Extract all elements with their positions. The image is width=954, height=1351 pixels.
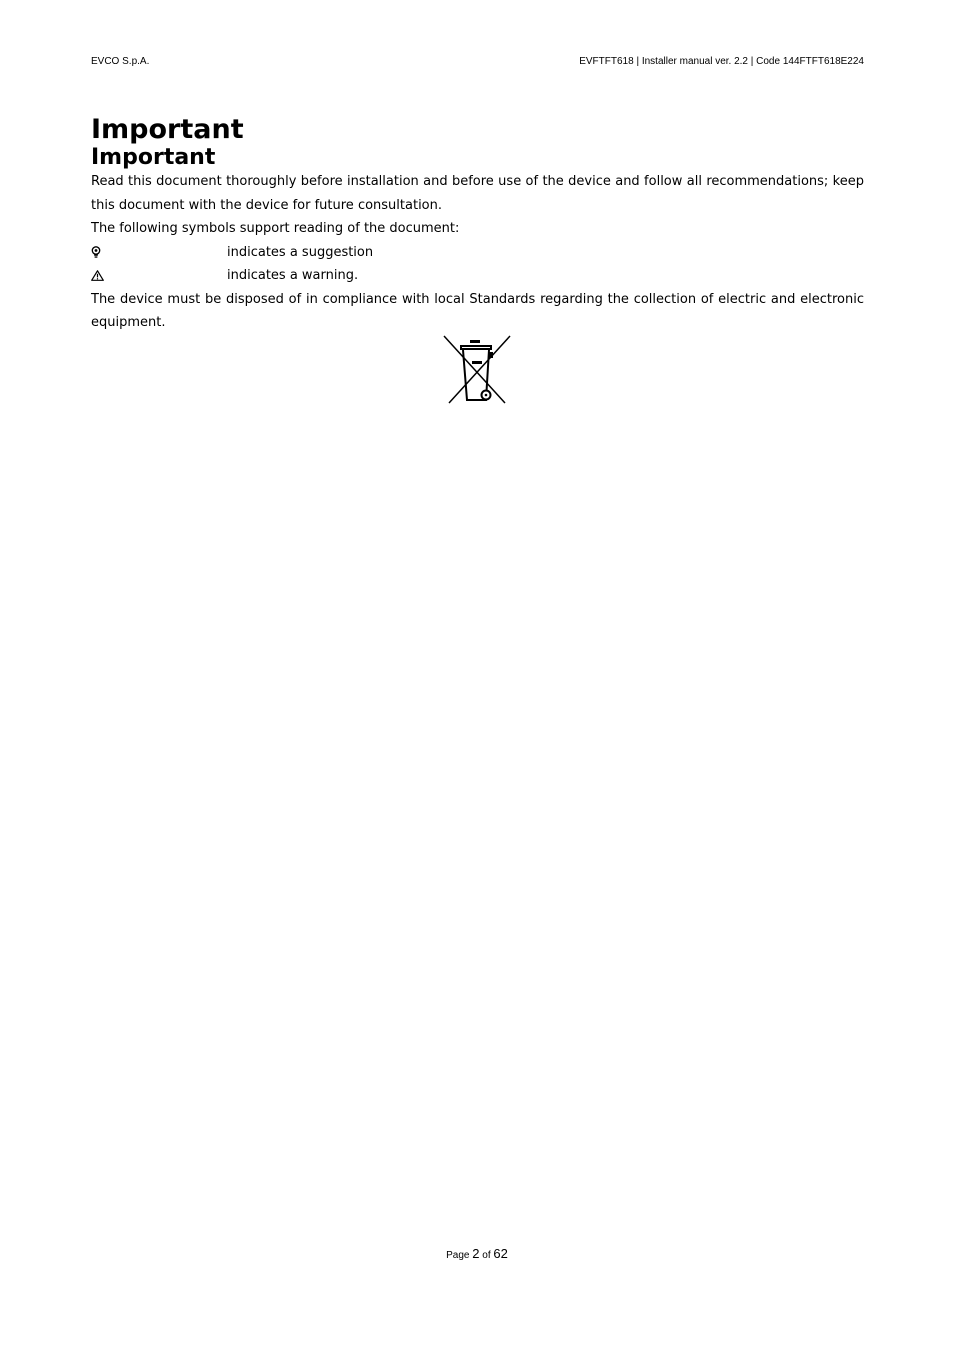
- symbols-intro-paragraph: The following symbols support reading of the document:: [91, 221, 460, 236]
- crossed-out-wheelie-bin-icon: [442, 334, 512, 408]
- lightbulb-icon: [91, 246, 227, 259]
- section-heading: Important: [91, 145, 216, 170]
- symbol-row-warning: [91, 264, 864, 288]
- footer-of-word: of: [482, 1250, 491, 1261]
- footer-total-pages: 62: [493, 1246, 508, 1261]
- page-footer: [0, 1246, 954, 1261]
- intro-paragraph: Read this document thoroughly before installation and before use of the device and follow all recommendations; keep this document with the device for future consultation.: [91, 174, 864, 213]
- page-content: [91, 113, 864, 335]
- header-company: EVCO S.p.A.: [91, 56, 150, 67]
- footer-page-number: 2: [472, 1246, 480, 1261]
- disposal-paragraph: The device must be disposed of in compliance with local Standards regarding the collection of electric and electronic equipment.: [91, 291, 864, 330]
- symbol-warning-text: indicates a warning.: [227, 268, 359, 283]
- symbol-suggestion-text: indicates a suggestion: [227, 244, 374, 260]
- warning-triangle-icon: [91, 270, 227, 281]
- page-title: Important: [91, 114, 244, 145]
- header-doc-info: EVFTFT618 | Installer manual ver. 2.2 | Code 144FTFT618E224: [579, 56, 864, 67]
- footer-page-word: Page: [446, 1250, 470, 1261]
- symbol-row-suggestion: [91, 241, 864, 265]
